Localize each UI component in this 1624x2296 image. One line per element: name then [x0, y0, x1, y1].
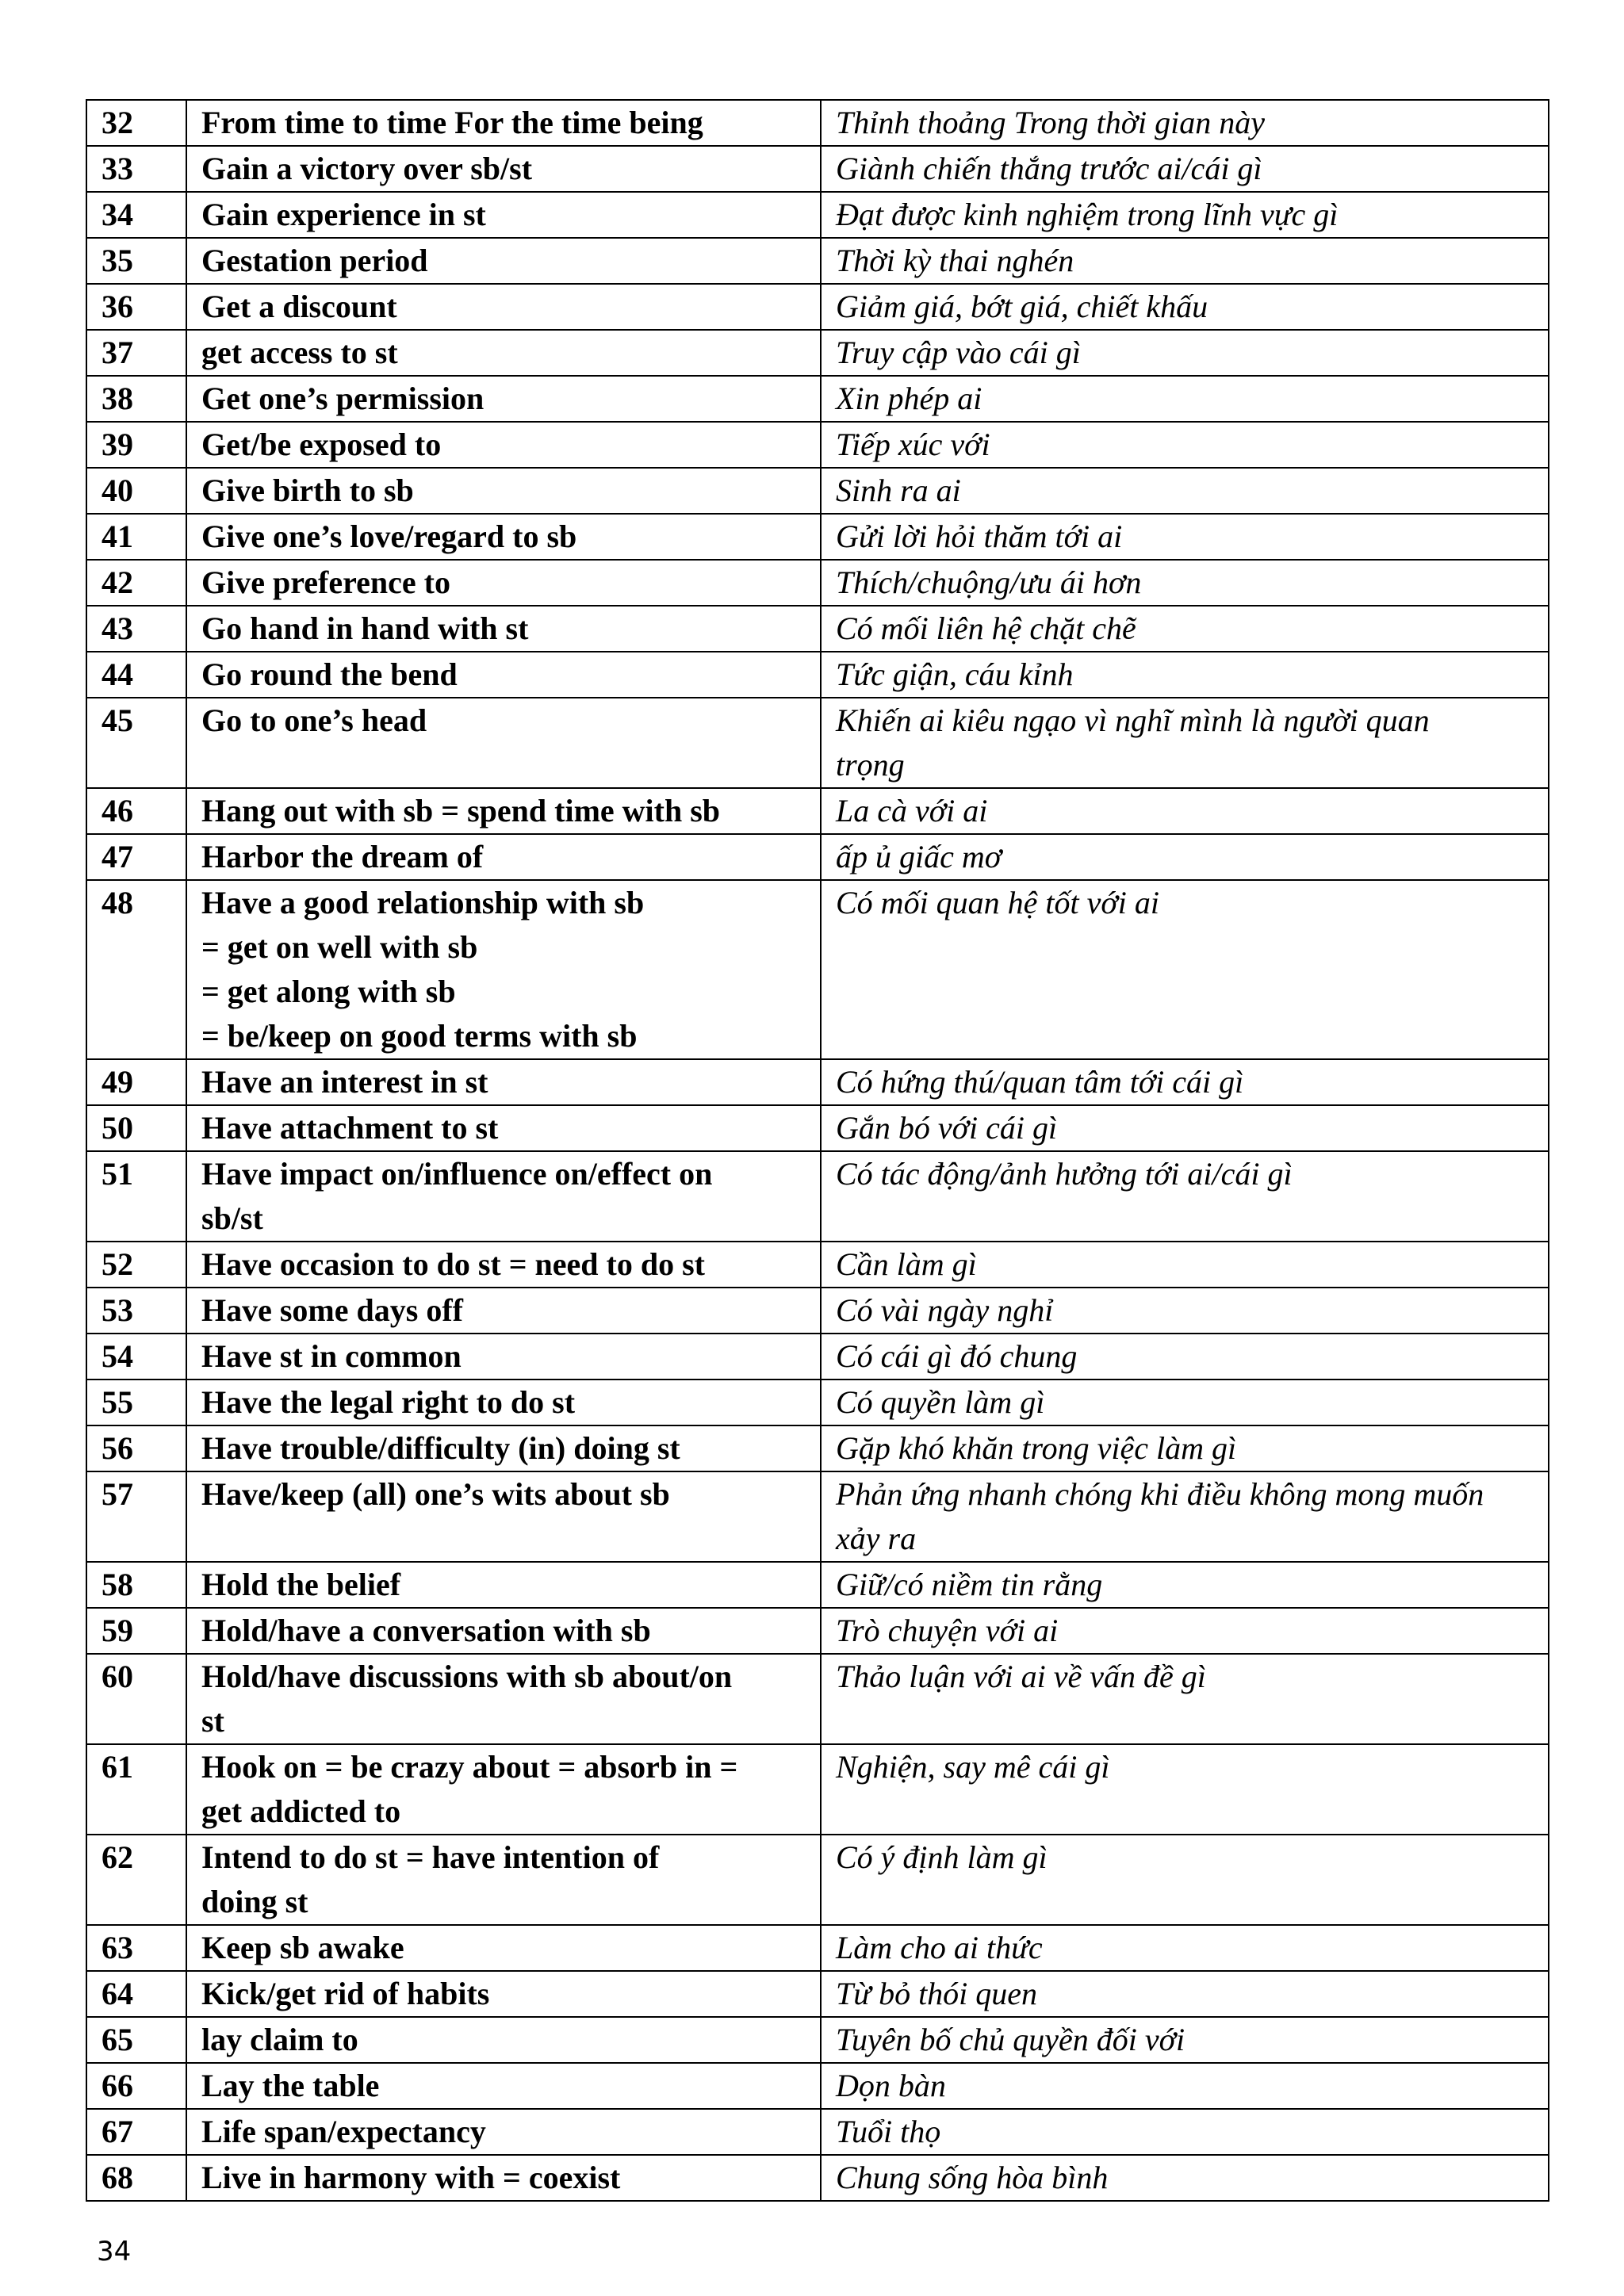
english-phrase-cell	[186, 1380, 821, 1425]
english-phrase-line: Hold/have a conversation with sb	[201, 1613, 651, 1648]
english-phrase-line: Get/be exposed to	[201, 427, 442, 462]
row-number: 49	[86, 1059, 186, 1105]
row-number: 51	[86, 1151, 186, 1242]
vietnamese-meaning-line: Thỉnh thoảng Trong thời gian này	[836, 105, 1266, 140]
row-number: 64	[86, 1971, 186, 2017]
english-phrase-line: Have some days off	[201, 1292, 463, 1328]
vietnamese-meaning-line: Phản ứng nhanh chóng khi điều không mong muốn	[836, 1476, 1484, 1512]
english-phrase-cell	[186, 2063, 821, 2109]
vietnamese-meaning-line: Gắn bó với cái gì	[836, 1110, 1058, 1146]
vietnamese-meaning-cell	[821, 1654, 1549, 1744]
english-phrase-cell	[186, 1288, 821, 1334]
english-phrase-line: Go round the bend	[201, 656, 458, 692]
vietnamese-meaning-line: Giảm giá, bớt giá, chiết khấu	[836, 289, 1208, 324]
english-phrase-cell	[186, 1425, 821, 1471]
table-row	[86, 698, 1549, 788]
english-phrase-line: Gain experience in st	[201, 197, 486, 232]
table-row	[86, 1835, 1549, 1925]
vocabulary-table	[86, 99, 1549, 2202]
vietnamese-meaning-cell	[821, 192, 1549, 238]
table-row	[86, 834, 1549, 880]
table-row	[86, 606, 1549, 652]
row-number: 60	[86, 1654, 186, 1744]
table-row	[86, 238, 1549, 284]
table-row	[86, 1288, 1549, 1334]
vietnamese-meaning-line: Tiếp xúc với	[836, 427, 990, 462]
english-phrase-line: Get one’s permission	[201, 381, 485, 416]
english-phrase-cell	[186, 146, 821, 192]
vietnamese-meaning-cell	[821, 1380, 1549, 1425]
vietnamese-meaning-line: Có hứng thú/quan tâm tới cái gì	[836, 1064, 1244, 1100]
english-phrase-cell	[186, 1654, 821, 1744]
english-phrase-cell	[186, 1334, 821, 1380]
english-phrase-cell	[186, 1562, 821, 1608]
vietnamese-meaning-cell	[821, 1242, 1549, 1288]
english-phrase-cell	[186, 330, 821, 376]
english-phrase-line: Kick/get rid of habits	[201, 1976, 490, 2011]
vietnamese-meaning-cell	[821, 2063, 1549, 2109]
table-row	[86, 2109, 1549, 2155]
vietnamese-meaning-cell	[821, 560, 1549, 606]
row-number: 62	[86, 1835, 186, 1925]
english-phrase-line: Lay the table	[201, 2068, 380, 2103]
vietnamese-meaning-line: Xin phép ai	[836, 381, 982, 416]
english-phrase-cell	[186, 1835, 821, 1925]
vietnamese-meaning-line: Nghiện, say mê cái gì	[836, 1749, 1110, 1785]
english-phrase-line: Hook on = be crazy about = absorb in =	[201, 1749, 738, 1785]
vietnamese-meaning-line: Tuổi thọ	[836, 2114, 941, 2149]
vietnamese-meaning-line: ấp ủ giấc mơ	[836, 839, 1002, 874]
row-number: 39	[86, 422, 186, 468]
vietnamese-meaning-cell	[821, 2155, 1549, 2201]
english-phrase-cell	[186, 422, 821, 468]
english-phrase-cell	[186, 788, 821, 834]
english-phrase-line: Hold/have discussions with sb about/on	[201, 1659, 733, 1694]
english-phrase-line: Hold the belief	[201, 1567, 401, 1602]
english-phrase-line: Intend to do st = have intention of	[201, 1839, 660, 1875]
table-row	[86, 1380, 1549, 1425]
english-phrase-line: Have attachment to st	[201, 1110, 499, 1146]
vietnamese-meaning-cell	[821, 1425, 1549, 1471]
vietnamese-meaning-cell	[821, 1925, 1549, 1971]
row-number: 37	[86, 330, 186, 376]
table-row	[86, 422, 1549, 468]
vocabulary-sheet	[86, 99, 1548, 2202]
english-phrase-cell	[186, 606, 821, 652]
row-number: 33	[86, 146, 186, 192]
row-number: 45	[86, 698, 186, 788]
row-number: 36	[86, 284, 186, 330]
vietnamese-meaning-line: Tức giận, cáu kỉnh	[836, 656, 1074, 692]
vietnamese-meaning-cell	[821, 698, 1549, 788]
table-row	[86, 652, 1549, 698]
english-phrase-cell	[186, 1925, 821, 1971]
table-row	[86, 1242, 1549, 1288]
vietnamese-meaning-cell	[821, 1059, 1549, 1105]
table-row	[86, 514, 1549, 560]
row-number: 68	[86, 2155, 186, 2201]
english-phrase-line: = get along with sb	[201, 974, 456, 1009]
vietnamese-meaning-cell	[821, 1971, 1549, 2017]
vietnamese-meaning-line: La cà với ai	[836, 793, 988, 828]
english-phrase-cell	[186, 192, 821, 238]
row-number: 47	[86, 834, 186, 880]
english-phrase-cell	[186, 514, 821, 560]
vietnamese-meaning-line: Chung sống hòa bình	[836, 2160, 1109, 2195]
row-number: 48	[86, 880, 186, 1059]
table-row	[86, 376, 1549, 422]
vietnamese-meaning-cell	[821, 284, 1549, 330]
vietnamese-meaning-cell	[821, 376, 1549, 422]
vietnamese-meaning-line: Có tác động/ảnh hưởng tới ai/cái gì	[836, 1156, 1293, 1192]
english-phrase-cell	[186, 698, 821, 788]
english-phrase-line: Get a discount	[201, 289, 397, 324]
vietnamese-meaning-line: Có quyền làm gì	[836, 1384, 1045, 1420]
english-phrase-line: lay claim to	[201, 2022, 358, 2057]
table-row	[86, 468, 1549, 514]
row-number: 57	[86, 1471, 186, 1562]
vietnamese-meaning-line: Tuyên bố chủ quyền đối với	[836, 2022, 1185, 2057]
vietnamese-meaning-line: Thảo luận với ai về vấn đề gì	[836, 1659, 1206, 1694]
table-row	[86, 1471, 1549, 1562]
table-row	[86, 880, 1549, 1059]
row-number: 44	[86, 652, 186, 698]
vietnamese-meaning-cell	[821, 1744, 1549, 1835]
english-phrase-line: Have the legal right to do st	[201, 1384, 576, 1420]
row-number: 61	[86, 1744, 186, 1835]
english-phrase-line: Life span/expectancy	[201, 2114, 486, 2149]
table-row	[86, 1151, 1549, 1242]
row-number: 50	[86, 1105, 186, 1151]
english-phrase-line: Live in harmony with = coexist	[201, 2160, 621, 2195]
table-row	[86, 146, 1549, 192]
vietnamese-meaning-line: Gặp khó khăn trong việc làm gì	[836, 1430, 1237, 1466]
vietnamese-meaning-line: Thời kỳ thai nghén	[836, 243, 1074, 278]
vietnamese-meaning-line: Sinh ra ai	[836, 473, 961, 508]
row-number: 66	[86, 2063, 186, 2109]
table-row	[86, 330, 1549, 376]
english-phrase-line: Give one’s love/regard to sb	[201, 519, 577, 554]
english-phrase-line: st	[201, 1703, 224, 1739]
english-phrase-cell	[186, 1608, 821, 1654]
english-phrase-cell	[186, 560, 821, 606]
vietnamese-meaning-line: Đạt được kinh nghiệm trong lĩnh vực gì	[836, 197, 1339, 232]
english-phrase-cell	[186, 1151, 821, 1242]
row-number: 43	[86, 606, 186, 652]
vietnamese-meaning-cell	[821, 1105, 1549, 1151]
table-row	[86, 1562, 1549, 1608]
table-row	[86, 1059, 1549, 1105]
table-row	[86, 2155, 1549, 2201]
vietnamese-meaning-cell	[821, 100, 1549, 146]
english-phrase-line: Have impact on/influence on/effect on	[201, 1156, 713, 1192]
vietnamese-meaning-line: Giữ/có niềm tin rằng	[836, 1567, 1103, 1602]
english-phrase-cell	[186, 376, 821, 422]
english-phrase-cell	[186, 1744, 821, 1835]
table-row	[86, 1425, 1549, 1471]
table-row	[86, 788, 1549, 834]
english-phrase-line: get addicted to	[201, 1793, 401, 1829]
english-phrase-line: Keep sb awake	[201, 1930, 404, 1965]
vietnamese-meaning-cell	[821, 238, 1549, 284]
vietnamese-meaning-line: Cần làm gì	[836, 1246, 977, 1282]
vietnamese-meaning-cell	[821, 422, 1549, 468]
vietnamese-meaning-line: xảy ra	[836, 1521, 917, 1556]
vietnamese-meaning-line: Gửi lời hỏi thăm tới ai	[836, 519, 1123, 554]
english-phrase-line: Give birth to sb	[201, 473, 414, 508]
vietnamese-meaning-line: Có cái gì đó chung	[836, 1338, 1078, 1374]
row-number: 65	[86, 2017, 186, 2063]
english-phrase-line: get access to st	[201, 335, 398, 370]
table-row	[86, 1925, 1549, 1971]
vietnamese-meaning-line: Có ý định làm gì	[836, 1839, 1048, 1875]
vietnamese-meaning-cell	[821, 330, 1549, 376]
english-phrase-cell	[186, 880, 821, 1059]
row-number: 56	[86, 1425, 186, 1471]
english-phrase-line: Have occasion to do st = need to do st	[201, 1246, 705, 1282]
english-phrase-line: Go to one’s head	[201, 702, 427, 738]
row-number: 42	[86, 560, 186, 606]
vietnamese-meaning-cell	[821, 880, 1549, 1059]
english-phrase-cell	[186, 238, 821, 284]
row-number: 32	[86, 100, 186, 146]
english-phrase-line: Hang out with sb = spend time with sb	[201, 793, 721, 828]
table-row	[86, 1608, 1549, 1654]
english-phrase-cell	[186, 284, 821, 330]
english-phrase-line: Have trouble/difficulty (in) doing st	[201, 1430, 680, 1466]
vietnamese-meaning-line: Truy cập vào cái gì	[836, 335, 1081, 370]
vietnamese-meaning-cell	[821, 652, 1549, 698]
english-phrase-line: Gain a victory over sb/st	[201, 151, 533, 186]
vietnamese-meaning-line: Từ bỏ thói quen	[836, 1976, 1038, 2011]
english-phrase-line: = get on well with sb	[201, 929, 478, 965]
vietnamese-meaning-line: trọng	[836, 747, 905, 783]
english-phrase-cell	[186, 2155, 821, 2201]
row-number: 54	[86, 1334, 186, 1380]
english-phrase-line: = be/keep on good terms with sb	[201, 1018, 638, 1054]
table-row	[86, 284, 1549, 330]
table-row	[86, 2063, 1549, 2109]
english-phrase-line: sb/st	[201, 1200, 263, 1236]
vietnamese-meaning-cell	[821, 1608, 1549, 1654]
vietnamese-meaning-cell	[821, 514, 1549, 560]
english-phrase-cell	[186, 834, 821, 880]
vietnamese-meaning-line: Giành chiến thắng trước ai/cái gì	[836, 151, 1262, 186]
row-number: 46	[86, 788, 186, 834]
english-phrase-line: Have an interest in st	[201, 1064, 488, 1100]
vocabulary-table-body	[86, 100, 1549, 2201]
english-phrase-cell	[186, 2017, 821, 2063]
english-phrase-cell	[186, 100, 821, 146]
table-row	[86, 1971, 1549, 2017]
row-number: 38	[86, 376, 186, 422]
english-phrase-line: Go hand in hand with st	[201, 610, 529, 646]
english-phrase-cell	[186, 652, 821, 698]
vietnamese-meaning-cell	[821, 1562, 1549, 1608]
table-row	[86, 100, 1549, 146]
english-phrase-line: Harbor the dream of	[201, 839, 484, 874]
row-number: 67	[86, 2109, 186, 2155]
vietnamese-meaning-cell	[821, 788, 1549, 834]
vietnamese-meaning-cell	[821, 468, 1549, 514]
row-number: 34	[86, 192, 186, 238]
english-phrase-line: Have/keep (all) one’s wits about sb	[201, 1476, 670, 1512]
english-phrase-cell	[186, 1242, 821, 1288]
vietnamese-meaning-line: Có vài ngày nghỉ	[836, 1292, 1054, 1328]
row-number: 55	[86, 1380, 186, 1425]
vietnamese-meaning-cell	[821, 1151, 1549, 1242]
vietnamese-meaning-cell	[821, 1471, 1549, 1562]
vietnamese-meaning-line: Khiến ai kiêu ngạo vì nghĩ mình là người quan	[836, 702, 1430, 738]
vietnamese-meaning-line: Có mối quan hệ tốt với ai	[836, 885, 1159, 920]
vietnamese-meaning-cell	[821, 606, 1549, 652]
row-number: 41	[86, 514, 186, 560]
row-number: 58	[86, 1562, 186, 1608]
english-phrase-cell	[186, 1105, 821, 1151]
vietnamese-meaning-cell	[821, 834, 1549, 880]
row-number: 40	[86, 468, 186, 514]
row-number: 59	[86, 1608, 186, 1654]
english-phrase-line: Have st in common	[201, 1338, 462, 1374]
english-phrase-cell	[186, 468, 821, 514]
english-phrase-cell	[186, 1059, 821, 1105]
vietnamese-meaning-cell	[821, 1288, 1549, 1334]
table-row	[86, 192, 1549, 238]
row-number: 63	[86, 1925, 186, 1971]
english-phrase-cell	[186, 1471, 821, 1562]
vietnamese-meaning-line: Thích/chuộng/ưu ái hơn	[836, 564, 1142, 600]
table-row	[86, 560, 1549, 606]
vietnamese-meaning-cell	[821, 146, 1549, 192]
table-row	[86, 1654, 1549, 1744]
english-phrase-line: Have a good relationship with sb	[201, 885, 645, 920]
english-phrase-line: Give preference to	[201, 564, 450, 600]
vietnamese-meaning-cell	[821, 1334, 1549, 1380]
row-number: 53	[86, 1288, 186, 1334]
page-number: 34	[97, 2236, 132, 2267]
vietnamese-meaning-line: Có mối liên hệ chặt chẽ	[836, 610, 1136, 646]
table-row	[86, 1334, 1549, 1380]
table-row	[86, 2017, 1549, 2063]
row-number: 52	[86, 1242, 186, 1288]
vietnamese-meaning-line: Trò chuyện với ai	[836, 1613, 1059, 1648]
english-phrase-line: doing st	[201, 1884, 308, 1919]
vietnamese-meaning-cell	[821, 2109, 1549, 2155]
table-row	[86, 1744, 1549, 1835]
english-phrase-cell	[186, 2109, 821, 2155]
vietnamese-meaning-cell	[821, 1835, 1549, 1925]
vietnamese-meaning-cell	[821, 2017, 1549, 2063]
english-phrase-cell	[186, 1971, 821, 2017]
vietnamese-meaning-line: Làm cho ai thức	[836, 1930, 1043, 1965]
table-row	[86, 1105, 1549, 1151]
english-phrase-line: From time to time For the time being	[201, 105, 703, 140]
vietnamese-meaning-line: Dọn bàn	[836, 2068, 946, 2103]
english-phrase-line: Gestation period	[201, 243, 428, 278]
row-number: 35	[86, 238, 186, 284]
